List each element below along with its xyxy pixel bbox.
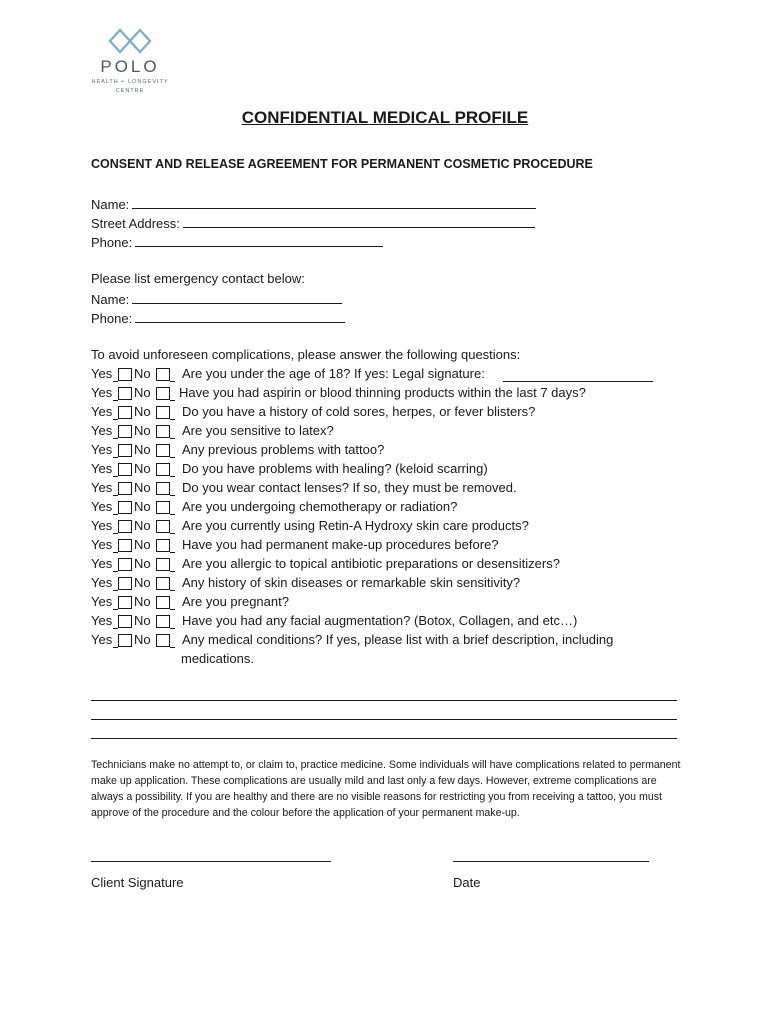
yes-checkbox[interactable] xyxy=(118,482,132,495)
client-phone-field[interactable] xyxy=(91,233,383,251)
comment-line[interactable] xyxy=(91,719,677,720)
no-checkbox[interactable] xyxy=(156,520,170,533)
field-label: Street Address: xyxy=(91,216,180,231)
client-address-field[interactable] xyxy=(91,214,535,232)
answer-underline xyxy=(113,609,118,610)
no-checkbox[interactable] xyxy=(156,634,170,647)
emergency-phone-field[interactable] xyxy=(91,309,345,327)
no-label: No xyxy=(134,556,151,571)
yes-checkbox[interactable] xyxy=(118,463,132,476)
no-checkbox[interactable] xyxy=(156,558,170,571)
answer-underline xyxy=(113,476,118,477)
answer-underline xyxy=(170,476,175,477)
no-checkbox[interactable] xyxy=(156,615,170,628)
emergency-name-field[interactable] xyxy=(91,290,342,308)
emergency-name-input-line[interactable] xyxy=(132,290,342,304)
answer-underline xyxy=(170,457,175,458)
yes-label: Yes xyxy=(91,499,113,514)
no-checkbox[interactable] xyxy=(156,501,170,514)
yes-label: Yes xyxy=(91,613,113,628)
answer-underline xyxy=(170,571,175,572)
question-text: Are you allergic to topical antibiotic preparations or desensitizers? xyxy=(182,556,560,571)
answer-underline xyxy=(170,628,175,629)
address-input-line[interactable] xyxy=(183,214,535,228)
disclaimer-text: Technicians make no attempt to, or claim to, practice medicine. Some individuals will have complications related to permanent make up application. These complications are usually mild and last only a few days. However, extreme complications are always a possibility. If you are healthy and there are no visible reasons for restricting you from receiving a tattoo, you must approve of the procedure and the colour before the application of your permanent make-up. xyxy=(91,759,681,819)
page-title: CONFIDENTIAL MEDICAL PROFILE xyxy=(241,108,529,127)
question-text: Any history of skin diseases or remarkable skin sensitivity? xyxy=(182,575,521,590)
no-label: No xyxy=(134,575,151,590)
phone-input-line[interactable] xyxy=(135,233,383,247)
no-label: No xyxy=(134,385,151,400)
client-signature-label: Client Signature xyxy=(91,875,184,890)
question-text: Have you had permanent make-up procedures before? xyxy=(182,537,499,552)
name-input-line[interactable] xyxy=(132,195,536,209)
yes-label: Yes xyxy=(91,518,113,533)
yes-checkbox[interactable] xyxy=(118,406,132,419)
answer-underline xyxy=(113,590,118,591)
no-label: No xyxy=(134,461,151,476)
answer-underline xyxy=(113,628,118,629)
no-checkbox[interactable] xyxy=(156,406,170,419)
answer-underline xyxy=(113,381,118,382)
question-text: Are you undergoing chemotherapy or radiation? xyxy=(182,499,458,514)
no-label: No xyxy=(134,499,151,514)
client-signature-line[interactable] xyxy=(91,861,331,862)
no-checkbox[interactable] xyxy=(156,425,170,438)
question-text: Do you have a history of cold sores, herpes, or fever blisters? xyxy=(182,404,536,419)
yes-label: Yes xyxy=(91,366,113,381)
no-label: No xyxy=(134,537,151,552)
answer-underline xyxy=(113,457,118,458)
comment-line[interactable] xyxy=(91,738,677,739)
yes-label: Yes xyxy=(91,442,113,457)
answer-underline xyxy=(170,419,175,420)
answer-underline xyxy=(113,533,118,534)
yes-checkbox[interactable] xyxy=(118,444,132,457)
question-text: Are you under the age of 18? If yes: Legal signature: xyxy=(182,366,485,381)
yes-label: Yes xyxy=(91,556,113,571)
yes-checkbox[interactable] xyxy=(118,387,132,400)
yes-checkbox[interactable] xyxy=(118,425,132,438)
page-subtitle: CONSENT AND RELEASE AGREEMENT FOR PERMANENT COSMETIC PROCEDURE xyxy=(91,157,593,171)
yes-label: Yes xyxy=(91,537,113,552)
no-label: No xyxy=(134,594,151,609)
yes-label: Yes xyxy=(91,594,113,609)
yes-label: Yes xyxy=(91,404,113,419)
yes-checkbox[interactable] xyxy=(118,539,132,552)
answer-underline xyxy=(113,400,118,401)
no-checkbox[interactable] xyxy=(156,444,170,457)
logo-brand: POLO xyxy=(100,57,160,76)
answer-underline xyxy=(170,609,175,610)
yes-label: Yes xyxy=(91,632,113,647)
emergency-intro: Please list emergency contact below: xyxy=(91,271,305,286)
no-checkbox[interactable] xyxy=(156,463,170,476)
date-line[interactable] xyxy=(453,861,649,862)
field-label: Name: xyxy=(91,292,130,307)
no-label: No xyxy=(134,480,151,495)
answer-underline xyxy=(170,381,175,382)
answer-underline xyxy=(113,552,118,553)
yes-checkbox[interactable] xyxy=(118,615,132,628)
question-text: Are you currently using Retin-A Hydroxy skin care products? xyxy=(182,518,529,533)
no-checkbox[interactable] xyxy=(156,482,170,495)
answer-underline xyxy=(113,571,118,572)
yes-label: Yes xyxy=(91,461,113,476)
no-checkbox[interactable] xyxy=(156,539,170,552)
yes-label: Yes xyxy=(91,575,113,590)
no-checkbox[interactable] xyxy=(156,577,170,590)
answer-underline xyxy=(113,438,118,439)
yes-label: Yes xyxy=(91,480,113,495)
question-text: Are you pregnant? xyxy=(182,594,289,609)
answer-underline xyxy=(113,419,118,420)
no-label: No xyxy=(134,632,151,647)
question-text: Have you had aspirin or blood thinning products within the last 7 days? xyxy=(179,385,586,400)
answer-underline xyxy=(170,438,175,439)
field-label: Phone: xyxy=(91,235,133,250)
no-label: No xyxy=(134,442,151,457)
no-label: No xyxy=(134,366,151,381)
no-checkbox[interactable] xyxy=(156,387,170,400)
answer-underline xyxy=(170,590,175,591)
diamond-logo-icon xyxy=(108,28,152,54)
emergency-phone-input-line[interactable] xyxy=(135,309,345,323)
no-checkbox[interactable] xyxy=(156,596,170,609)
yes-label: Yes xyxy=(91,385,113,400)
no-label: No xyxy=(134,404,151,419)
answer-underline xyxy=(170,514,175,515)
question-text: Any previous problems with tattoo? xyxy=(182,442,385,457)
answer-underline xyxy=(113,495,118,496)
yes-checkbox[interactable] xyxy=(118,577,132,590)
answer-underline xyxy=(170,400,175,401)
questions-intro: To avoid unforeseen complications, please answer the following questions: xyxy=(91,347,521,362)
client-name-field[interactable] xyxy=(91,195,536,213)
no-label: No xyxy=(134,423,151,438)
field-label: Name: xyxy=(91,197,130,212)
polo-logo xyxy=(88,28,172,95)
yes-checkbox[interactable] xyxy=(118,368,132,381)
date-label: Date xyxy=(453,875,481,890)
no-label: No xyxy=(134,518,151,533)
yes-checkbox[interactable] xyxy=(118,501,132,514)
yes-checkbox[interactable] xyxy=(118,596,132,609)
question-text: Are you sensitive to latex? xyxy=(182,423,334,438)
yes-checkbox[interactable] xyxy=(118,520,132,533)
legal-signature-line[interactable] xyxy=(503,381,653,382)
yes-checkbox[interactable] xyxy=(118,558,132,571)
comment-line[interactable] xyxy=(91,700,677,701)
answer-underline xyxy=(170,495,175,496)
yes-label: Yes xyxy=(91,423,113,438)
field-label: Phone: xyxy=(91,311,133,326)
answer-underline xyxy=(170,533,175,534)
question-text: Any medical conditions? If yes, please list with a brief description, including xyxy=(182,632,614,647)
question-text: Do you have problems with healing? (keloid scarring) xyxy=(182,461,488,476)
answer-underline xyxy=(170,552,175,553)
answer-underline xyxy=(170,647,175,648)
no-checkbox[interactable] xyxy=(156,368,170,381)
question-text: Have you had any facial augmentation? (Botox, Collagen, and etc…) xyxy=(182,613,578,628)
questions-continuation: medications. xyxy=(181,651,254,666)
question-text: Do you wear contact lenses? If so, they must be removed. xyxy=(182,480,517,495)
answer-underline xyxy=(113,647,118,648)
logo-tagline-2: CENTRE xyxy=(115,88,145,94)
answer-underline xyxy=(113,514,118,515)
yes-checkbox[interactable] xyxy=(118,634,132,647)
no-label: No xyxy=(134,613,151,628)
logo-tagline-1: HEALTH + LONGEVITY xyxy=(91,79,169,85)
